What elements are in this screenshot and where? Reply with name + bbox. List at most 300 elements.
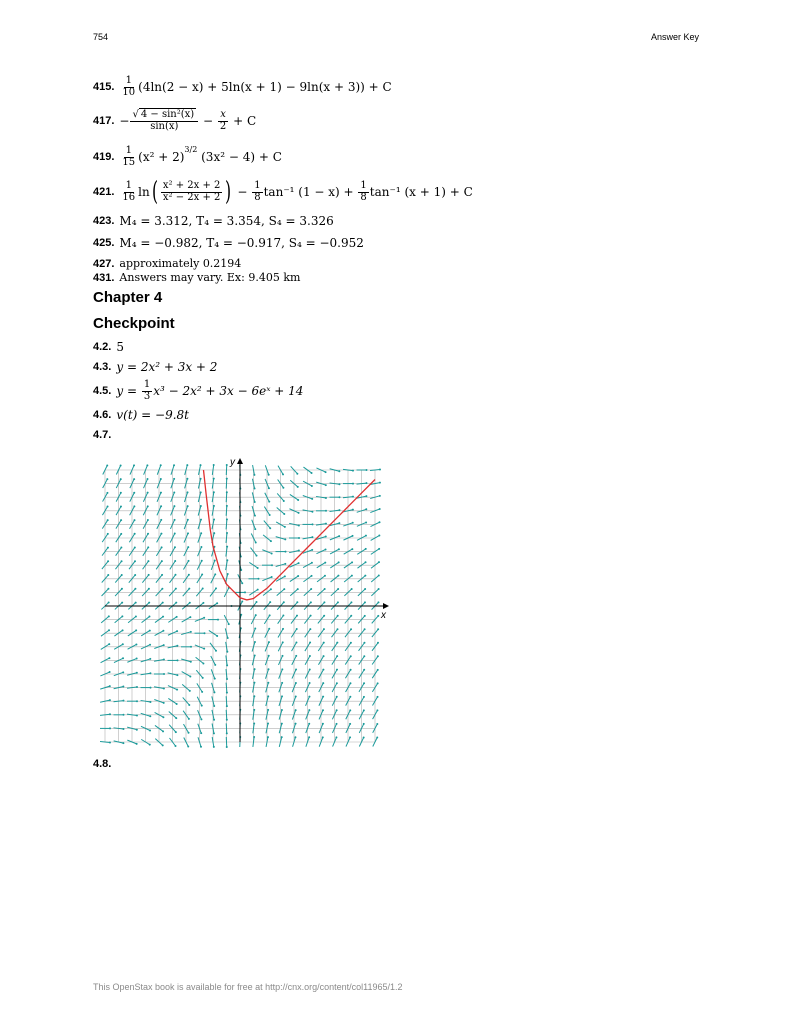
slope-arrowhead — [148, 616, 150, 618]
slope-arrowhead — [366, 469, 368, 471]
slope-arrowhead — [120, 492, 122, 494]
slope-arrowhead — [214, 678, 216, 680]
slope-arrowhead — [133, 478, 135, 480]
slope-arrowhead — [174, 560, 176, 562]
slope-arrowhead — [175, 731, 177, 733]
slope-arrowhead — [189, 690, 191, 692]
slope-arrowhead — [240, 614, 242, 616]
slope-arrowhead — [284, 563, 286, 565]
slope-arrowhead — [120, 547, 122, 549]
slope-arrowhead — [298, 512, 300, 514]
slope-arrowhead — [200, 464, 202, 466]
slope-arrowhead — [200, 505, 202, 507]
slope-arrowhead — [226, 678, 228, 680]
slope-arrowhead — [186, 478, 188, 480]
slope-arrowhead — [147, 533, 149, 535]
slope-arrowhead — [379, 482, 381, 484]
answer-421 — [93, 179, 473, 205]
slope-arrowhead — [271, 564, 273, 566]
slope-arrowhead — [267, 682, 269, 684]
slope-arrowhead — [310, 615, 312, 617]
slope-arrowhead — [160, 533, 162, 535]
slope-arrowhead — [255, 541, 257, 543]
slope-arrowhead — [187, 519, 189, 521]
running-head: Answer Key — [650, 32, 699, 42]
slope-segment — [330, 483, 340, 484]
slope-arrowhead — [377, 615, 379, 617]
slope-arrowhead — [363, 682, 365, 684]
slope-arrowhead — [378, 575, 380, 577]
slope-arrowhead — [149, 672, 151, 674]
slope-arrowhead — [267, 723, 269, 725]
slope-arrowhead — [107, 506, 109, 508]
slope-arrowhead — [148, 588, 150, 590]
slope-arrowhead — [200, 532, 202, 534]
x-axis-arrow-icon — [383, 603, 389, 609]
slope-arrowhead — [295, 723, 297, 725]
slope-arrowhead — [254, 668, 256, 670]
slope-arrowhead — [200, 718, 202, 720]
slope-arrowhead — [200, 732, 202, 734]
slope-arrowhead — [322, 709, 324, 711]
slope-arrowhead — [377, 669, 379, 671]
slope-arrowhead — [200, 491, 202, 493]
slope-arrowhead — [338, 561, 340, 563]
slope-arrowhead — [267, 736, 269, 738]
expression-text: (x² + 2) — [138, 150, 185, 164]
fraction — [130, 110, 198, 132]
slope-arrowhead — [349, 709, 351, 711]
slope-arrowhead — [213, 464, 215, 466]
slope-arrowhead — [108, 629, 110, 631]
slope-arrowhead — [161, 588, 163, 590]
slope-arrowhead — [107, 574, 109, 576]
slope-arrowhead — [284, 575, 286, 577]
denominator: 3 — [143, 390, 151, 402]
slope-arrowhead — [133, 464, 135, 466]
slope-arrowhead — [201, 705, 203, 707]
slope-arrowhead — [377, 696, 379, 698]
slope-arrowhead — [122, 629, 124, 631]
slope-arrowhead — [254, 628, 256, 630]
slope-arrowhead — [253, 682, 255, 684]
slope-segment — [212, 465, 213, 475]
slope-arrowhead — [295, 668, 297, 670]
slope-segment — [370, 470, 380, 471]
slope-arrowhead — [213, 478, 215, 480]
answer-number: 4.7. — [93, 429, 112, 441]
slope-arrowhead — [188, 732, 190, 734]
slope-arrowhead — [174, 519, 176, 521]
slope-arrowhead — [377, 655, 379, 657]
slope-arrowhead — [188, 704, 190, 706]
fraction — [142, 380, 152, 402]
slope-arrowhead — [135, 629, 137, 631]
slope-arrowhead — [336, 723, 338, 725]
slope-arrowhead — [107, 533, 109, 535]
slope-arrowhead — [176, 703, 178, 705]
slope-arrowhead — [148, 602, 150, 604]
slope-arrowhead — [240, 569, 242, 571]
slope-arrowhead — [120, 519, 122, 521]
slope-segment — [226, 696, 227, 706]
answer-expression: y = 2x² + 3x + 2 — [116, 360, 218, 374]
slope-arrowhead — [323, 642, 325, 644]
slope-arrowhead — [188, 588, 190, 590]
slope-arrowhead — [377, 642, 379, 644]
slope-arrowhead — [176, 689, 178, 691]
slope-arrowhead — [378, 561, 380, 563]
slope-arrowhead — [120, 533, 122, 535]
slope-arrowhead — [161, 560, 163, 562]
slope-arrowhead — [365, 495, 367, 497]
slope-arrowhead — [269, 527, 271, 529]
fraction — [120, 76, 137, 98]
slope-arrowhead — [324, 575, 326, 577]
denominator: 8 — [254, 191, 261, 203]
slope-arrowhead — [324, 588, 326, 590]
slope-arrowhead — [257, 589, 259, 591]
slope-arrowhead — [213, 719, 215, 721]
slope-arrowhead — [350, 615, 352, 617]
slope-arrowhead — [216, 635, 218, 637]
numerator: x — [220, 109, 226, 120]
slope-arrowhead — [254, 528, 256, 530]
slope-arrowhead — [147, 560, 149, 562]
slope-arrowhead — [337, 575, 339, 577]
slope-arrowhead — [349, 696, 351, 698]
answer-number: 431. — [93, 271, 115, 284]
slope-arrowhead — [163, 702, 165, 704]
slope-arrowhead — [322, 682, 324, 684]
slope-arrowhead — [335, 736, 337, 738]
slope-arrowhead — [338, 509, 340, 511]
answer-expression — [116, 380, 303, 402]
slope-arrowhead — [322, 723, 324, 725]
slope-arrowhead — [121, 560, 123, 562]
slope-arrowhead — [284, 538, 286, 540]
slope-arrowhead — [214, 573, 216, 575]
slope-arrowhead — [281, 709, 283, 711]
slope-arrowhead — [136, 729, 138, 731]
slope-arrowhead — [323, 655, 325, 657]
denominator: 10 — [122, 86, 136, 98]
slope-arrowhead — [190, 646, 192, 648]
slope-segment — [226, 479, 227, 489]
slope-arrowhead — [310, 588, 312, 590]
slope-arrowhead — [109, 713, 111, 715]
slope-segment — [226, 533, 227, 543]
slope-arrowhead — [309, 655, 311, 657]
slope-arrowhead — [201, 691, 203, 693]
slope-arrowhead — [135, 602, 137, 604]
slope-arrowhead — [351, 561, 353, 563]
y-axis-label: y — [230, 457, 235, 468]
slope-arrowhead — [363, 642, 365, 644]
slope-arrowhead — [161, 546, 163, 548]
slope-arrowhead — [106, 492, 108, 494]
slope-arrowhead — [322, 669, 324, 671]
denominator: sin(x) — [150, 120, 179, 132]
slope-arrowhead — [282, 628, 284, 630]
slope-arrowhead — [241, 582, 243, 584]
slope-arrowhead — [349, 682, 351, 684]
slope-arrowhead — [352, 522, 354, 524]
slope-arrowhead — [296, 615, 298, 617]
answer-expression: v(t) = −9.8t — [116, 408, 189, 422]
slope-arrowhead — [213, 519, 215, 521]
slope-arrowhead — [311, 575, 313, 577]
numerator: √ 4 − sin²(x) — [130, 110, 198, 122]
slope-arrowhead — [337, 628, 339, 630]
slope-arrowhead — [282, 473, 284, 475]
slope-arrowhead — [325, 536, 327, 538]
slope-arrowhead — [226, 732, 228, 734]
slope-arrowhead — [336, 682, 338, 684]
slope-arrowhead — [226, 746, 228, 748]
slope-arrowhead — [283, 513, 285, 515]
slope-arrowhead — [267, 709, 269, 711]
answer-number: 419. — [93, 151, 115, 163]
slope-arrowhead — [213, 491, 215, 493]
expression-text: tan⁻¹ (1 − x) + — [263, 185, 354, 199]
direction-field-plot — [100, 452, 400, 752]
slope-arrowhead — [121, 615, 123, 617]
slope-arrowhead — [311, 498, 313, 500]
slope-arrowhead — [295, 641, 297, 643]
slope-arrowhead — [226, 505, 228, 507]
checkpoint-4-3 — [93, 360, 217, 374]
slope-arrowhead — [186, 464, 188, 466]
slope-arrowhead — [256, 601, 258, 603]
slope-arrowhead — [174, 533, 176, 535]
slope-arrowhead — [149, 744, 151, 746]
slope-arrowhead — [270, 540, 272, 542]
slope-arrowhead — [201, 560, 203, 562]
slope-arrowhead — [271, 552, 273, 554]
slope-arrowhead — [162, 630, 164, 632]
slope-arrowhead — [336, 642, 338, 644]
slope-arrowhead — [215, 650, 217, 652]
slope-arrowhead — [283, 588, 285, 590]
slope-arrowhead — [162, 730, 164, 732]
slope-arrowhead — [200, 546, 202, 548]
slope-arrowhead — [108, 602, 110, 604]
fraction — [252, 181, 262, 203]
expression-text: x³ − 2x² + 3x − 6eˣ + 14 — [153, 384, 304, 398]
slope-arrowhead — [122, 643, 124, 645]
answer-417 — [93, 110, 256, 132]
slope-arrowhead — [351, 548, 353, 550]
slope-arrowhead — [226, 651, 228, 653]
slope-arrowhead — [226, 478, 228, 480]
slope-arrowhead — [337, 588, 339, 590]
slope-arrowhead — [216, 602, 218, 604]
slope-arrowhead — [254, 487, 256, 489]
slope-arrowhead — [202, 677, 204, 679]
slope-arrowhead — [338, 522, 340, 524]
slope-arrowhead — [325, 510, 327, 512]
slope-arrowhead — [109, 699, 111, 701]
slope-arrowhead — [254, 501, 256, 503]
slope-arrowhead — [122, 685, 124, 687]
slope-arrowhead — [311, 485, 313, 487]
slope-arrowhead — [149, 715, 151, 717]
slope-arrowhead — [336, 709, 338, 711]
slope-arrowhead — [379, 469, 381, 471]
slope-arrowhead — [352, 535, 354, 537]
slope-arrowhead — [187, 505, 189, 507]
exponent: 3/2 — [184, 144, 198, 154]
slope-arrowhead — [189, 675, 191, 677]
slope-arrowhead — [201, 574, 203, 576]
slope-arrowhead — [257, 567, 259, 569]
fraction — [218, 110, 228, 132]
slope-arrowhead — [149, 658, 151, 660]
slope-arrowhead — [189, 602, 191, 604]
slope-arrowhead — [283, 500, 285, 502]
numerator: 1 — [125, 145, 132, 156]
slope-segment — [253, 723, 254, 733]
slope-arrowhead — [146, 478, 148, 480]
slope-arrowhead — [365, 548, 367, 550]
slope-arrowhead — [298, 550, 300, 552]
answer-number: 421. — [93, 186, 115, 198]
slope-arrowhead — [296, 473, 298, 475]
slope-arrowhead — [121, 588, 123, 590]
slope-arrowhead — [134, 533, 136, 535]
denominator: 8 — [360, 191, 367, 203]
slope-arrowhead — [122, 742, 124, 744]
slope-arrowhead — [107, 519, 109, 521]
slope-arrowhead — [253, 736, 255, 738]
slope-arrowhead — [337, 615, 339, 617]
slope-arrowhead — [255, 614, 257, 616]
slope-segment — [100, 714, 110, 715]
slope-arrowhead — [173, 464, 175, 466]
slope-arrowhead — [378, 535, 380, 537]
slope-arrowhead — [337, 601, 339, 603]
answer-expression: − $\frac{\text{√ 4 − sin²(x)}}{\sin(x)}$ − $\frac{x}{2}$ + C — [119, 109, 257, 132]
slope-arrowhead — [136, 714, 138, 716]
slope-segment — [100, 741, 110, 742]
answer-number: 4.3. — [93, 361, 112, 373]
slope-arrowhead — [310, 601, 312, 603]
slope-arrowhead — [311, 536, 313, 538]
slope-arrowhead — [254, 515, 256, 517]
answer-number: 417. — [93, 115, 115, 127]
slope-arrowhead — [267, 668, 269, 670]
slope-arrowhead — [241, 601, 243, 603]
slope-arrowhead — [136, 658, 138, 660]
slope-arrowhead — [268, 487, 270, 489]
answer-expression: 5 — [116, 340, 124, 354]
slope-segment — [127, 687, 137, 688]
slope-arrowhead — [123, 714, 125, 716]
slope-arrowhead — [176, 645, 178, 647]
slope-arrowhead — [175, 588, 177, 590]
slope-arrowhead — [349, 736, 351, 738]
slope-arrowhead — [350, 601, 352, 603]
slope-arrowhead — [283, 601, 285, 603]
slope-arrowhead — [363, 696, 365, 698]
slope-arrowhead — [226, 518, 228, 520]
denominator: 2 — [219, 120, 227, 132]
slope-segment — [114, 701, 124, 702]
slope-arrowhead — [365, 561, 367, 563]
slope-arrowhead — [309, 682, 311, 684]
slope-arrowhead — [109, 671, 111, 673]
slope-arrowhead — [311, 549, 313, 551]
slope-arrowhead — [322, 736, 324, 738]
slope-arrowhead — [379, 495, 381, 497]
slope-arrowhead — [268, 628, 270, 630]
slope-arrowhead — [214, 664, 216, 666]
slope-arrowhead — [363, 669, 365, 671]
answer-expression: M₄ = 3.312, T₄ = 3.354, S₄ = 3.326 — [119, 214, 334, 228]
slope-arrowhead — [134, 574, 136, 576]
slope-arrowhead — [325, 471, 327, 473]
slope-arrowhead — [176, 630, 178, 632]
slope-arrowhead — [226, 546, 228, 548]
slope-arrowhead — [149, 630, 151, 632]
slope-arrowhead — [149, 644, 151, 646]
slope-arrowhead — [323, 615, 325, 617]
slope-segment — [226, 710, 227, 720]
answer-expression: M₄ = −0.982, T₄ = −0.917, S₄ = −0.952 — [119, 236, 364, 250]
slope-segment — [114, 728, 124, 729]
slope-arrowhead — [364, 628, 366, 630]
slope-arrowhead — [133, 492, 135, 494]
slope-arrowhead — [226, 705, 228, 707]
answer-expression: Answers may vary. Ex: 9.405 km — [119, 271, 301, 284]
slope-arrowhead — [162, 616, 164, 618]
slope-arrowhead — [213, 505, 215, 507]
slope-arrowhead — [379, 521, 381, 523]
slope-arrowhead — [282, 487, 284, 489]
slope-arrowhead — [173, 478, 175, 480]
slope-arrowhead — [270, 588, 272, 590]
slope-segment — [253, 737, 254, 747]
checkpoint-4-7 — [93, 429, 116, 441]
slope-arrowhead — [352, 496, 354, 498]
slope-arrowhead — [349, 723, 351, 725]
footer-text: This OpenStax book is available for free at http://cnx.org/content/col11965/1.2 — [93, 982, 403, 992]
x-axis-label: x — [381, 610, 386, 621]
slope-arrowhead — [338, 470, 340, 472]
slope-arrowhead — [147, 546, 149, 548]
slope-arrowhead — [364, 615, 366, 617]
slope-arrowhead — [163, 687, 165, 689]
slope-segment — [226, 492, 227, 502]
slope-arrowhead — [297, 486, 299, 488]
slope-arrowhead — [297, 575, 299, 577]
slope-segment — [226, 669, 227, 679]
slope-arrowhead — [364, 601, 366, 603]
slope-arrowhead — [364, 588, 366, 590]
slope-arrowhead — [213, 532, 215, 534]
slope-arrowhead — [298, 537, 300, 539]
slope-arrowhead — [296, 601, 298, 603]
slope-arrowhead — [215, 587, 217, 589]
slope-arrowhead — [269, 514, 271, 516]
slope-arrowhead — [281, 723, 283, 725]
slope-arrowhead — [202, 663, 204, 665]
slope-segment — [226, 547, 227, 557]
slope-arrowhead — [213, 705, 215, 707]
slope-arrowhead — [282, 655, 284, 657]
slope-arrowhead — [365, 508, 367, 510]
